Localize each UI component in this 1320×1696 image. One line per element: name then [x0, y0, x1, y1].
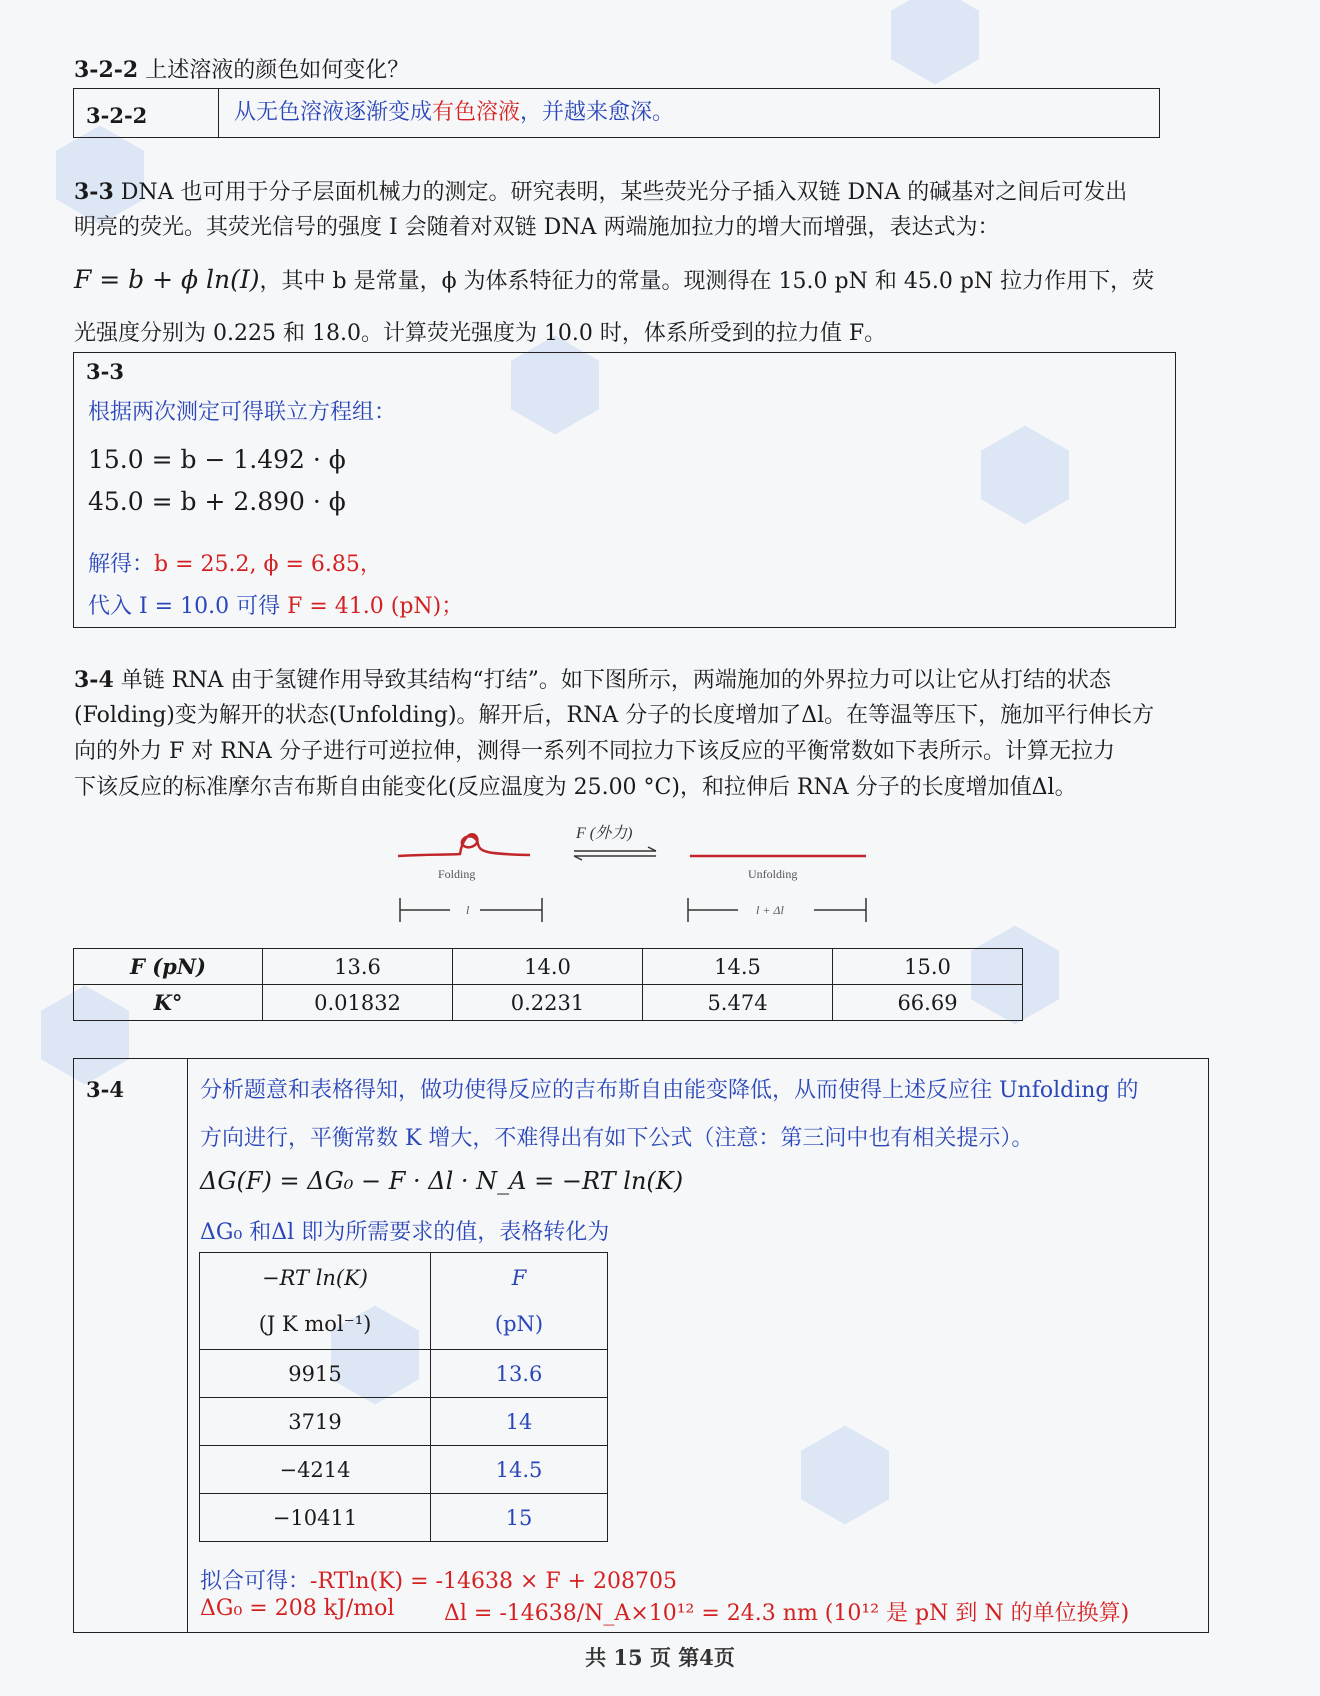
substitution-value: F = 41.0 (pN)； — [287, 594, 464, 619]
answer-line: 方向进行，平衡常数 K 增大，不难得出有如下公式（注意：第三问中也有相关提示）。 — [200, 1126, 1034, 1151]
question-3-3-line2: 明亮的荧光。其荧光信号的强度 I 会随着对双链 DNA 两端施加拉力的增大而增强，表达式为： — [74, 215, 1000, 240]
table-cell: 15 — [431, 1494, 608, 1542]
question-3-4-line4: 下该反应的标准摩尔吉布斯自由能变化(反应温度为 25.00 °C)，和拉伸后 RNA 分子的长度增加值Δl。 — [74, 775, 1077, 800]
header-right — [431, 1253, 608, 1350]
table-cell: 0.2231 — [453, 985, 643, 1021]
answer-box-3-4 — [73, 1058, 1209, 1633]
table-row — [200, 1350, 608, 1398]
answer-box-3-3 — [73, 352, 1176, 628]
question-3-4-line2: (Folding)变为解开的状态(Unfolding)。解开后，RNA 分子的长度增加了Δl。在等温等压下，施加平行伸长方 — [74, 703, 1155, 728]
equation-2: 45.0 = b + 2.890 · ϕ — [88, 487, 346, 516]
table-cell: −4214 — [200, 1446, 431, 1494]
question-3-3-line3 — [74, 262, 1154, 300]
table-header-row — [200, 1253, 608, 1350]
header-text: −RT ln(K) — [261, 1266, 369, 1290]
row-header-f: F (pN) — [74, 949, 263, 985]
answer-text-highlight: 有色溶液 — [432, 100, 521, 125]
answer-line: ΔG₀ 和Δl 即为所需要求的值，表格转化为 — [200, 1220, 610, 1245]
folding-label: Folding — [438, 867, 476, 881]
answer-label: 3-2-2 — [74, 89, 219, 137]
answer-text-part: ，并越来愈深。 — [520, 100, 675, 125]
table-row — [200, 1398, 608, 1446]
force-label: F (外力) — [576, 825, 633, 842]
length-l-bracket — [400, 898, 542, 922]
table-row — [74, 985, 1023, 1021]
gibbs-formula: ΔG(F) = ΔG₀ − F · Δl · N_A = −RT ln(K) — [200, 1167, 684, 1195]
question-3-3-line1 — [74, 174, 1127, 211]
answer-line: 分析题意和表格得知，做功使得反应的吉布斯自由能变降低，从而使得上述反应往 Unfolding 的 — [200, 1078, 1139, 1103]
substitution-line — [88, 589, 463, 620]
question-3-2-2 — [74, 52, 409, 89]
solution-line — [88, 547, 382, 578]
table-cell: 3719 — [200, 1398, 431, 1446]
solution-value: b = 25.2, ϕ = 6.85， — [154, 552, 382, 577]
question-text: 单链 RNA 由于氢键作用导致其结构“打结”。如下图所示，两端施加的外界拉力可以让它从打结的状态 — [113, 668, 1111, 693]
answer-box-3-2-2 — [73, 88, 1160, 138]
answer-text — [234, 95, 674, 126]
watermark-icon — [880, 0, 990, 90]
fit-label: 拟合可得： — [200, 1569, 311, 1594]
answer-text-part: 从无色溶液逐渐变成 — [234, 100, 433, 125]
question-number: 3-3 — [74, 179, 114, 205]
table-cell: 13.6 — [263, 949, 453, 985]
equation-1: 15.0 = b − 1.492 · ϕ — [88, 445, 346, 474]
table-cell: 0.01832 — [263, 985, 453, 1021]
row-header-k: K° — [74, 985, 263, 1021]
question-3-4-line1 — [74, 662, 1111, 699]
solution-label: 解得： — [88, 552, 155, 577]
table-cell: 5.474 — [643, 985, 833, 1021]
equilibrium-constant-table — [73, 948, 1023, 1021]
question-number: 3-2-2 — [74, 57, 139, 83]
delta-l-result: Δl = -14638/N_A×10¹² = 24.3 nm (10¹² 是 pN 到 N 的单位换算) — [444, 1601, 1130, 1626]
question-text: DNA 也可用于分子层面机械力的测定。研究表明，某些荧光分子插入双链 DNA 的碱基对之间后可发出 — [113, 180, 1128, 205]
header-unit: (pN) — [494, 1312, 544, 1336]
rna-folding-diagram — [390, 818, 880, 930]
question-text: ，其中 b 是常量，ϕ 为体系特征力的常量。现测得在 15.0 pN 和 45.0 pN 拉力作用下，荧 — [259, 269, 1155, 294]
table-cell: 13.6 — [431, 1350, 608, 1398]
length-l-label: l — [466, 903, 470, 917]
substitution-label: 代入 I = 10.0 可得 — [88, 594, 288, 619]
fit-value: -RTln(K) = -14638 × F + 208705 — [310, 1569, 678, 1594]
table-cell: 14.5 — [431, 1446, 608, 1494]
header-text: F — [511, 1266, 527, 1290]
question-3-4-line3: 向的外力 F 对 RNA 分子进行可逆拉伸，测得一系列不同拉力下该反应的平衡常数如下表所示。计算无拉力 — [74, 739, 1115, 764]
equilibrium-arrows — [574, 847, 656, 860]
folded-rna-strand — [398, 834, 530, 856]
unfolding-label: Unfolding — [748, 867, 798, 881]
converted-table — [199, 1252, 608, 1542]
formula: F = b + ϕ ln(I) — [74, 265, 260, 294]
length-l-dl-label: l + Δl — [756, 903, 784, 917]
question-text: 上述溶液的颜色如何变化？ — [145, 58, 410, 83]
table-row — [200, 1446, 608, 1494]
answer-label: 3-3 — [86, 359, 124, 384]
table-row — [74, 949, 1023, 985]
question-number: 3-4 — [74, 667, 114, 693]
table-cell: −10411 — [200, 1494, 431, 1542]
header-left — [200, 1253, 431, 1350]
table-cell: 9915 — [200, 1350, 431, 1398]
table-cell: 14.5 — [643, 949, 833, 985]
page-footer: 共 15 页 第4页 — [585, 1645, 735, 1670]
table-row — [200, 1494, 608, 1542]
answer-intro: 根据两次测定可得联立方程组： — [88, 400, 397, 425]
table-cell: 66.69 — [833, 985, 1023, 1021]
answer-label: 3-4 — [74, 1059, 188, 1632]
question-3-3-line4: 光强度分别为 0.225 和 18.0。计算荧光强度为 10.0 时，体系所受到的拉力值 F。 — [74, 321, 887, 346]
delta-g-result: ΔG₀ = 208 kJ/mol — [200, 1596, 395, 1621]
fit-line — [200, 1564, 677, 1595]
table-cell: 14.0 — [453, 949, 643, 985]
table-cell: 14 — [431, 1398, 608, 1446]
table-cell: 15.0 — [833, 949, 1023, 985]
header-unit: (J K mol⁻¹) — [258, 1312, 372, 1336]
